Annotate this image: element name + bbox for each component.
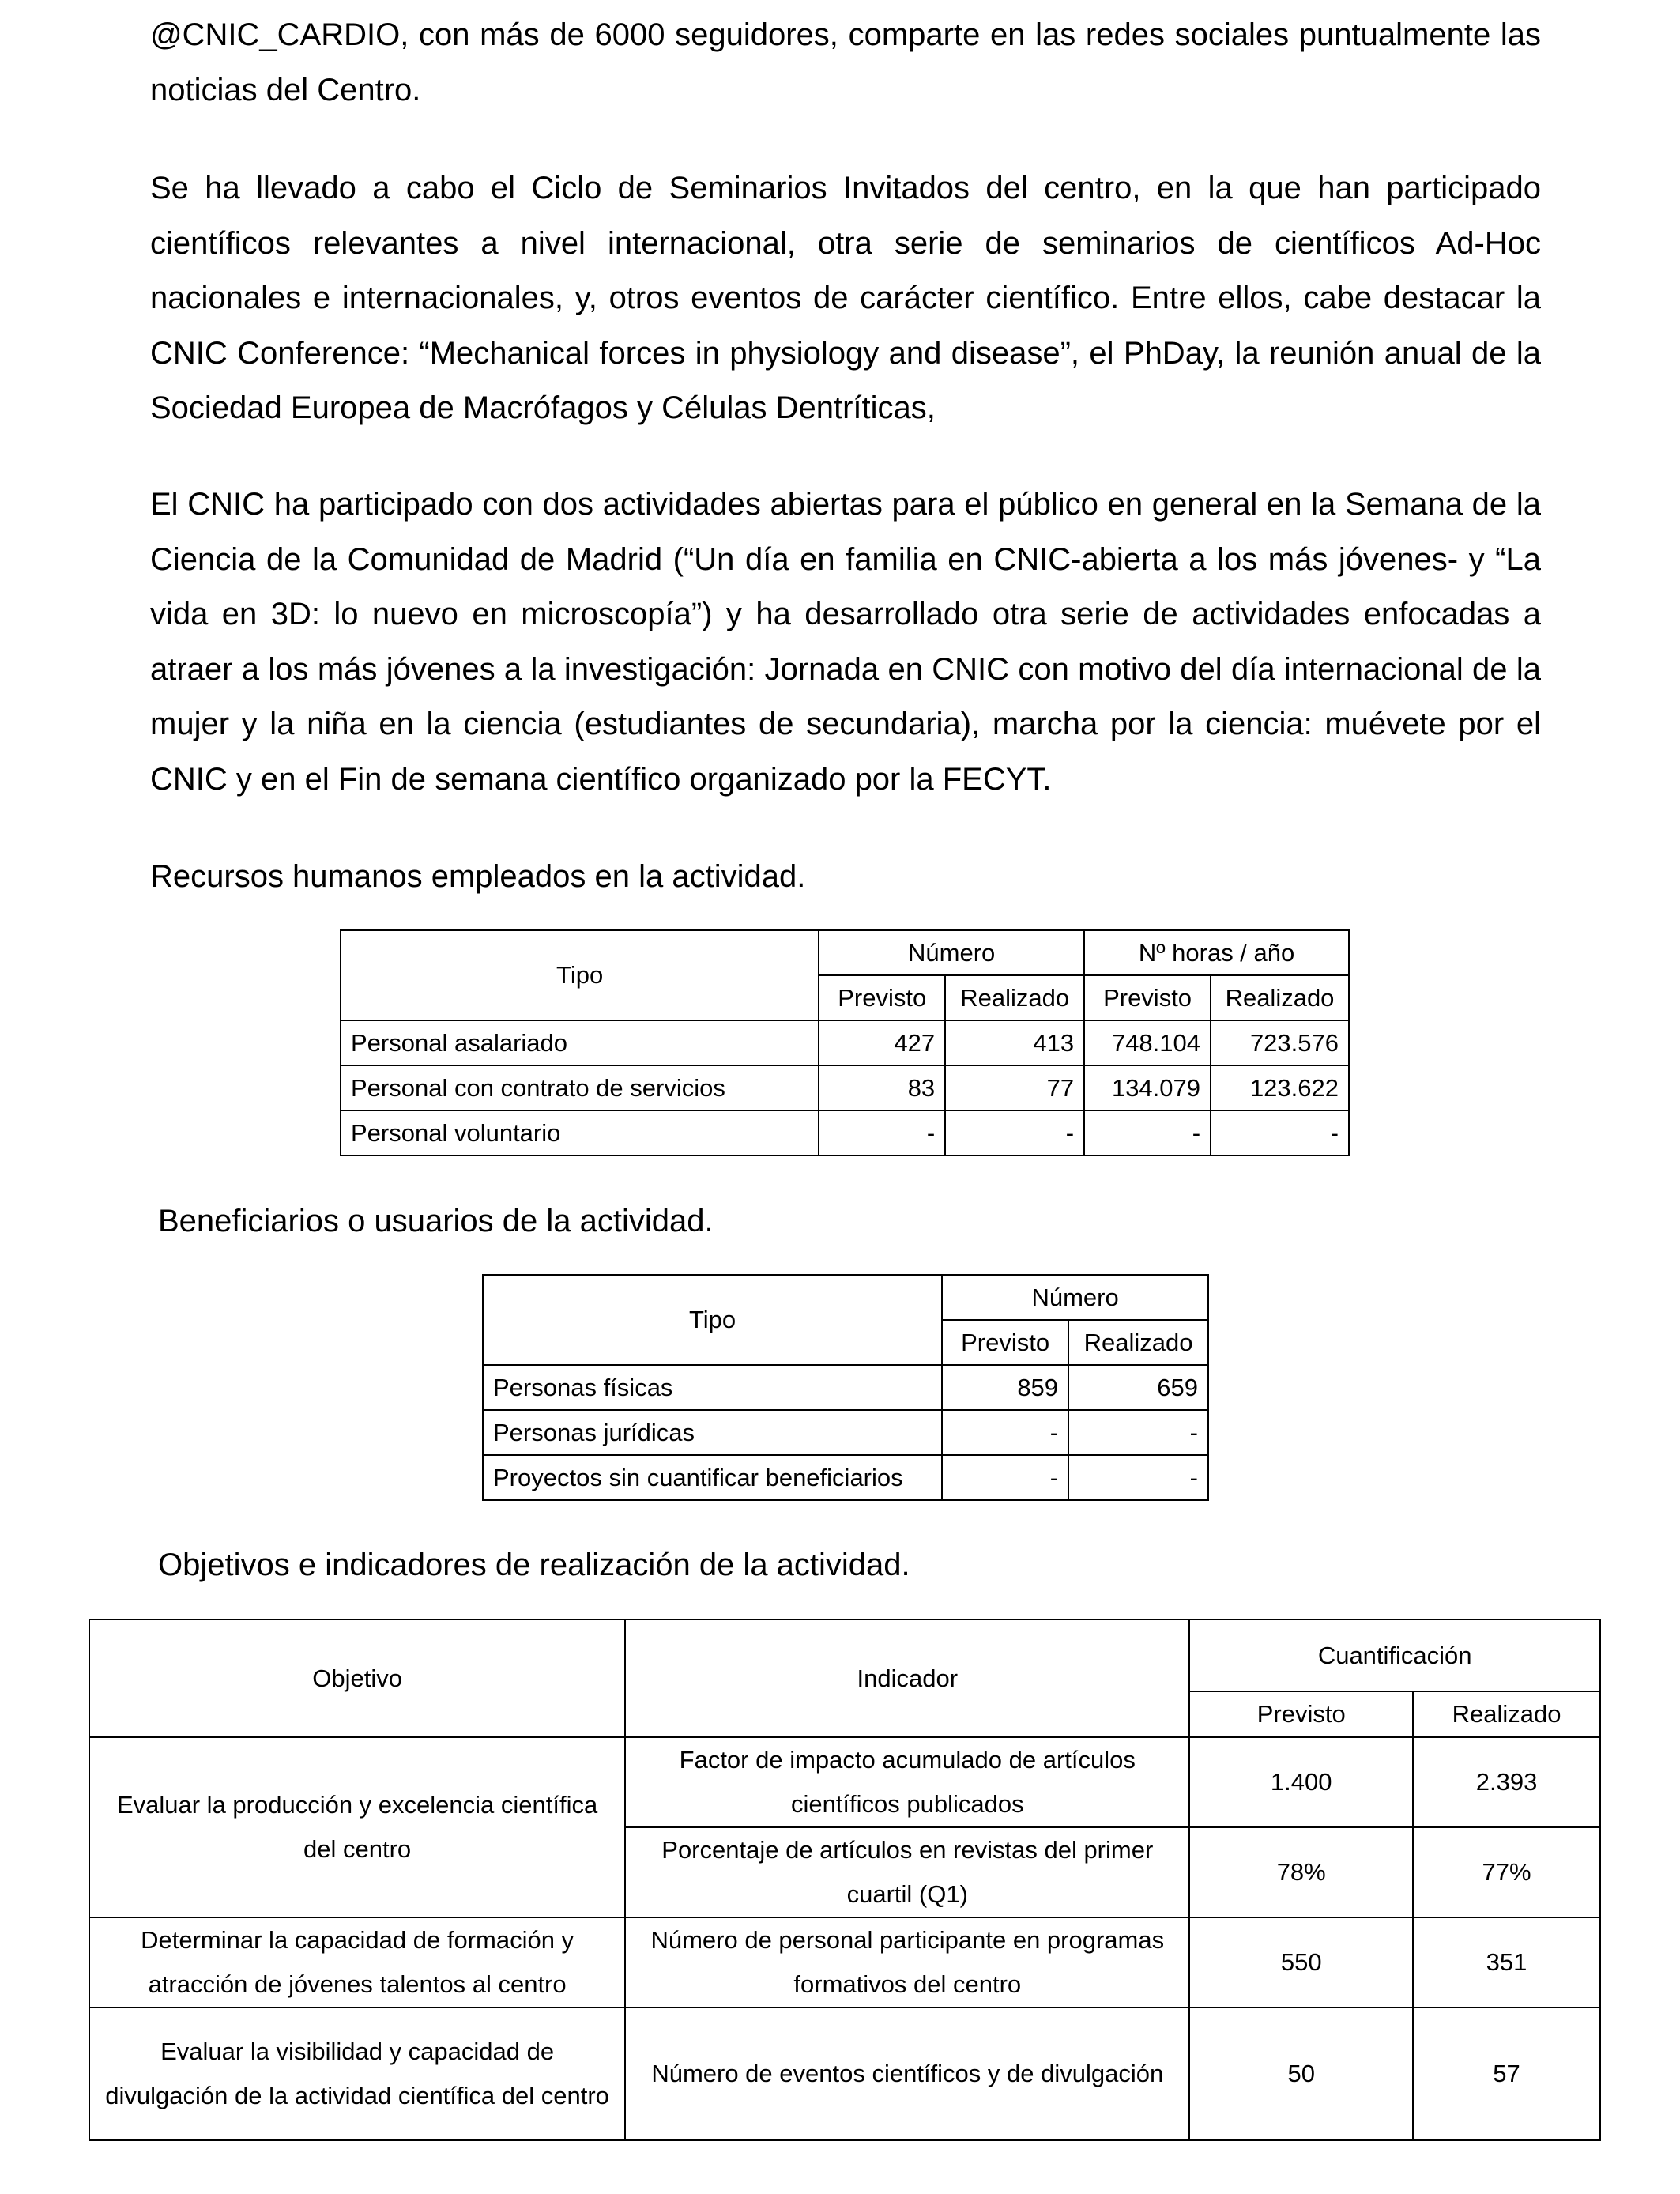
cell-objetivo: Evaluar la visibilidad y capacidad de divulgación de la actividad científica del centro: [89, 2007, 625, 2140]
cell-value: -: [1068, 1455, 1208, 1500]
paragraph-social: @CNIC_CARDIO, con más de 6000 seguidores, comparte en las redes sociales puntualmente las noticias del Centro.: [150, 17, 1541, 107]
header-numero: Número: [942, 1275, 1208, 1320]
cell-value: 859: [942, 1365, 1068, 1410]
header-realizado: Realizado: [1068, 1320, 1208, 1365]
header-tipo: Tipo: [483, 1275, 942, 1365]
table-row: [341, 1110, 1349, 1155]
cell-value: 57: [1413, 2007, 1600, 2140]
table-row: [89, 1737, 1600, 1827]
recursos-table: [340, 929, 1350, 1156]
table-row: [341, 1020, 1349, 1065]
header-realizado: Realizado: [1413, 1691, 1600, 1737]
header-realizado: Realizado: [945, 975, 1084, 1020]
cell-value: 77: [945, 1065, 1084, 1110]
cell-value: 77%: [1413, 1827, 1600, 1917]
cell-value: -: [1068, 1410, 1208, 1455]
cell-value: 78%: [1189, 1827, 1413, 1917]
cell-value: -: [942, 1455, 1068, 1500]
recursos-heading: Recursos humanos empleados en la actividad.: [150, 859, 806, 894]
cell-value: -: [1211, 1110, 1349, 1155]
header-cuantificacion: Cuantificación: [1189, 1619, 1600, 1691]
cell-value: 1.400: [1189, 1737, 1413, 1827]
cell-value: -: [819, 1110, 945, 1155]
header-numero: Número: [819, 930, 1084, 975]
header-tipo: Tipo: [341, 930, 819, 1020]
beneficiarios-table: [482, 1274, 1209, 1501]
cell-tipo: Personas físicas: [483, 1365, 942, 1410]
table-header-row: [341, 930, 1349, 975]
header-previsto: Previsto: [819, 975, 945, 1020]
cell-value: 748.104: [1084, 1020, 1211, 1065]
table-row: [341, 1065, 1349, 1110]
cell-objetivo: Determinar la capacidad de formación y atracción de jóvenes talentos al centro: [89, 1917, 625, 2007]
header-previsto: Previsto: [1189, 1691, 1413, 1737]
cell-indicador: Porcentaje de artículos en revistas del primer cuartil (Q1): [625, 1827, 1189, 1917]
cell-indicador: Factor de impacto acumulado de artículos científicos publicados: [625, 1737, 1189, 1827]
objetivos-heading: Objetivos e indicadores de realización de la actividad.: [158, 1547, 910, 1582]
table-row: [483, 1410, 1208, 1455]
paragraph-seminarios: Se ha llevado a cabo el Ciclo de Seminarios Invitados del centro, en la que han participado científicos relevantes a nivel internacional, otra serie de seminarios de científicos Ad-Hoc nacionales e internacionales, y, otros eventos de carácter científico. Entre ellos, cabe destacar la CNIC Conference: “Mechanical forces in physiology and disease”, el PhDay, la reunión anual de la Sociedad Europea de Macrófagos y Células Dentríticas,: [150, 171, 1541, 425]
cell-value: 427: [819, 1020, 945, 1065]
cell-value: 83: [819, 1065, 945, 1110]
cell-tipo: Personas jurídicas: [483, 1410, 942, 1455]
cell-value: -: [942, 1410, 1068, 1455]
cell-value: -: [1084, 1110, 1211, 1155]
cell-tipo: Personal con contrato de servicios: [341, 1065, 819, 1110]
cell-indicador: Número de eventos científicos y de divulgación: [625, 2007, 1189, 2140]
objetivos-table: [89, 1619, 1601, 2141]
table-row: [89, 2007, 1600, 2140]
cell-value: 723.576: [1211, 1020, 1349, 1065]
cell-value: 2.393: [1413, 1737, 1600, 1827]
cell-value: 50: [1189, 2007, 1413, 2140]
paragraph-semana-ciencia: El CNIC ha participado con dos actividades abiertas para el público en general en la Semana de la Ciencia de la Comunidad de Madrid (“Un día en familia en CNIC-abierta a los más jóvenes- y “La vida en 3D: lo nuevo en microscopía”) y ha desarrollado otra serie de actividades enfocadas a atraer a los más jóvenes a la investigación: Jornada en CNIC con motivo del día internacional de la mujer y la niña en la ciencia (estudiantes de secundaria), marcha por la ciencia: muévete por el CNIC y en el Fin de semana científico organizado por la FECYT.: [150, 487, 1541, 797]
cell-value: 413: [945, 1020, 1084, 1065]
cell-objetivo: Evaluar la producción y excelencia científica del centro: [89, 1737, 625, 1917]
header-horas: Nº horas / año: [1084, 930, 1349, 975]
cell-value: 351: [1413, 1917, 1600, 2007]
header-indicador: Indicador: [625, 1619, 1189, 1737]
cell-value: 123.622: [1211, 1065, 1349, 1110]
table-row: [89, 1917, 1600, 2007]
table-header-row: [483, 1275, 1208, 1320]
cell-tipo: Personal voluntario: [341, 1110, 819, 1155]
header-previsto: Previsto: [1084, 975, 1211, 1020]
table-row: [483, 1455, 1208, 1500]
table-header-row: [89, 1619, 1600, 1691]
cell-value: 134.079: [1084, 1065, 1211, 1110]
beneficiarios-heading: Beneficiarios o usuarios de la actividad.: [158, 1204, 714, 1238]
cell-value: 659: [1068, 1365, 1208, 1410]
cell-tipo: Proyectos sin cuantificar beneficiarios: [483, 1455, 942, 1500]
cell-value: 550: [1189, 1917, 1413, 2007]
table-row: [483, 1365, 1208, 1410]
header-realizado: Realizado: [1211, 975, 1349, 1020]
cell-indicador: Número de personal participante en programas formativos del centro: [625, 1917, 1189, 2007]
header-previsto: Previsto: [942, 1320, 1068, 1365]
header-objetivo: Objetivo: [89, 1619, 625, 1737]
cell-tipo: Personal asalariado: [341, 1020, 819, 1065]
cell-value: -: [945, 1110, 1084, 1155]
